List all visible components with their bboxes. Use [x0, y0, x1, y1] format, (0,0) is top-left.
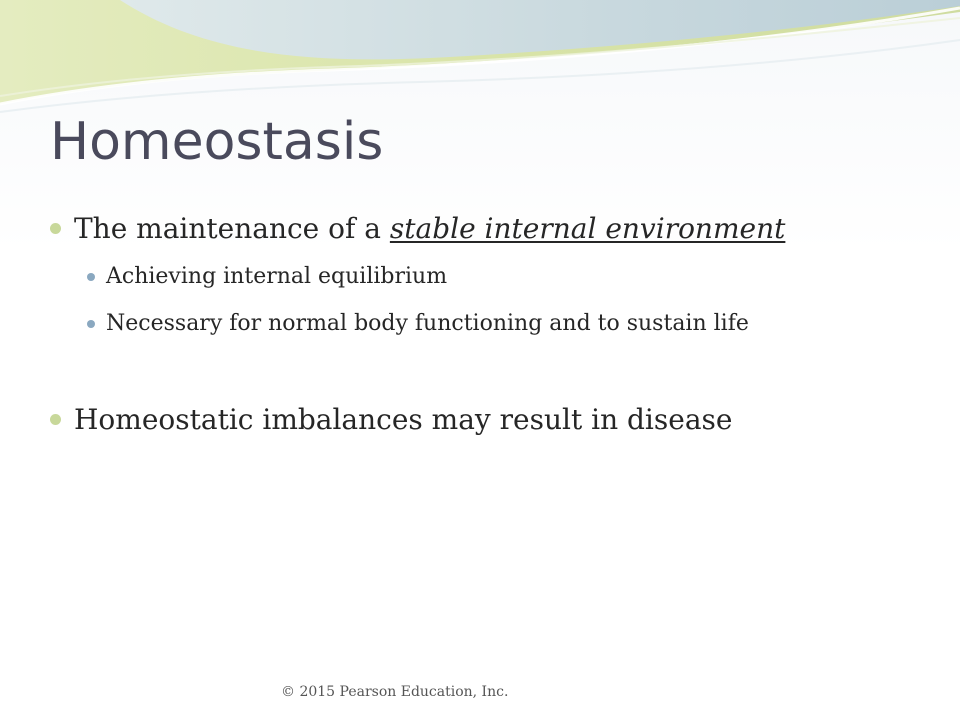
bullet-text: Homeostatic imbalances may result in disease: [74, 403, 733, 436]
sub-bullet-text: Necessary for normal body functioning and to sustain life: [106, 311, 749, 336]
sub-bullet-dot-icon: [87, 273, 95, 281]
bullet-item-stable-environment: [50, 212, 785, 245]
bullet-text-plain: The maintenance of a: [74, 212, 390, 245]
sub-bullet-item-normal-functioning: [87, 311, 749, 336]
sub-bullet-item-equilibrium: [87, 264, 447, 289]
bullet-text: [74, 212, 785, 245]
slide-title: Homeostasis: [50, 112, 384, 172]
sub-bullet-text: Achieving internal equilibrium: [106, 264, 448, 289]
sub-bullet-dot-icon: [87, 320, 95, 328]
bullet-dot-icon: [50, 223, 61, 234]
copyright-footer: © 2015 Pearson Education, Inc.: [281, 684, 509, 700]
bullet-item-imbalances: [50, 403, 732, 436]
header-swoosh-decoration: [0, 0, 960, 120]
bullet-dot-icon: [50, 414, 61, 425]
bullet-text-emphasis: stable internal environment: [389, 212, 786, 245]
